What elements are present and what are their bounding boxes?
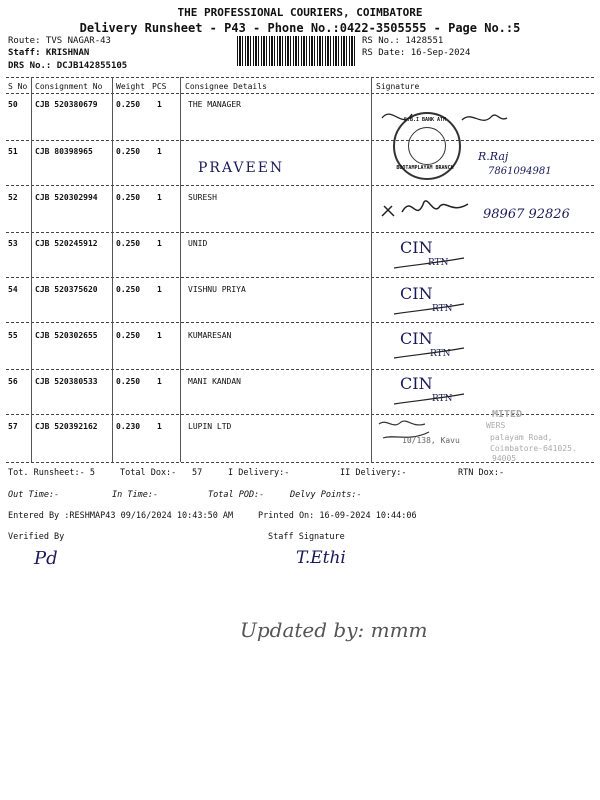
row-sno: 54 xyxy=(8,285,18,294)
rtn-mark: RTN xyxy=(432,304,453,314)
verified-signature: Pd xyxy=(34,548,58,569)
i-delivery: I Delivery:- xyxy=(228,468,290,478)
total-dox-label: Total Dox:- xyxy=(120,468,177,478)
row-weight: 0.250 xyxy=(116,285,141,294)
row-weight: 0.250 xyxy=(116,193,141,202)
drs-number: DRS No.: DCJB142855105 xyxy=(8,61,128,71)
return-strokes xyxy=(372,234,482,414)
out-time: Out Time:- xyxy=(8,490,60,500)
row-consignee: VISHNU PRIYA xyxy=(188,285,246,294)
row-weight: 0.250 xyxy=(116,239,141,248)
cin-mark: CIN xyxy=(400,284,433,303)
row-sno: 53 xyxy=(8,239,18,248)
staff-signature: T.Ethi xyxy=(296,548,346,568)
cin-mark: CIN xyxy=(400,374,433,393)
row-consignee: THE MANAGER xyxy=(188,100,241,109)
signature-52 xyxy=(372,188,492,232)
row-weight: 0.250 xyxy=(116,100,141,109)
rs-date: RS Date: 16-Sep-2024 xyxy=(362,48,471,58)
row-consignee: SURESH xyxy=(188,193,217,202)
company-title: THE PROFESSIONAL COURIERS, COIMBATORE xyxy=(177,6,423,19)
col-pcs: PCS xyxy=(152,82,167,91)
row-pcs: 1 xyxy=(157,147,162,156)
barcode xyxy=(237,36,357,66)
row-consignment: CJB 520380533 xyxy=(35,377,98,386)
tot-runsheet: Tot. Runsheet:- 5 xyxy=(8,468,95,478)
row-consignment: CJB 520245912 xyxy=(35,239,98,248)
handwritten-name: PRAVEEN xyxy=(198,160,285,176)
row-consignment: CJB 520392162 xyxy=(35,422,98,431)
handwritten-phone-2: 98967 92826 xyxy=(483,207,570,222)
row-weight: 0.250 xyxy=(116,147,141,156)
cin-mark: CIN xyxy=(400,329,433,348)
row-sno: 57 xyxy=(8,422,18,431)
faint-stamp-line5: Coimbatore-641025. xyxy=(490,444,577,453)
row-consignment: CJB 520380679 xyxy=(35,100,98,109)
staff-label: Staff: KRISHNAN xyxy=(8,48,90,58)
row-consignee: UNID xyxy=(188,239,208,248)
verified-by: Verified By xyxy=(8,532,65,542)
signature-scribble-50 xyxy=(372,100,594,190)
row-sno: 51 xyxy=(8,147,18,156)
row-weight: 0.230 xyxy=(116,422,141,431)
row-consignment: CJB 520375620 xyxy=(35,285,98,294)
faint-stamp-line2: WERS xyxy=(486,421,506,430)
row-pcs: 1 xyxy=(157,377,162,386)
faint-stamp-line3: 10/138, Kavu xyxy=(402,436,460,445)
col-consignment: Consignment No xyxy=(35,82,103,91)
stamp-top-text: S.B.I BANK ATM xyxy=(403,117,447,123)
faint-stamp-line6: 94005 xyxy=(492,454,517,463)
handwritten-phone-1: 7861094981 xyxy=(488,166,552,177)
rtn-mark: RTN xyxy=(432,394,453,404)
updated-by-note: Updated by: mmm xyxy=(240,618,428,642)
row-sno: 52 xyxy=(8,193,18,202)
printed-on: Printed On: 16-09-2024 10:44:06 xyxy=(258,511,417,521)
rs-number: RS No.: 1428551 xyxy=(362,36,444,46)
row-pcs: 1 xyxy=(157,285,162,294)
runsheet-subtitle: Delivery Runsheet - P43 - Phone No.:0422-3505555 - Page No.:5 xyxy=(79,21,521,35)
row-consignee: LUPIN LTD xyxy=(188,422,232,431)
rtn-mark: RTN xyxy=(428,258,449,268)
staff-signature-label: Staff Signature xyxy=(268,532,345,542)
entered-by: Entered By :RESHMAP43 09/16/2024 10:43:50 AM xyxy=(8,511,234,521)
row-consignee: KUMARESAN xyxy=(188,331,232,340)
faint-stamp-line4: palayam Road, xyxy=(490,433,553,442)
col-signature: Signature xyxy=(376,82,420,91)
col-sno: S No xyxy=(8,82,28,91)
row-sno: 55 xyxy=(8,331,18,340)
total-dox-value: 57 xyxy=(192,468,203,478)
row-consignment: CJB 80398965 xyxy=(35,147,93,156)
row-weight: 0.250 xyxy=(116,377,141,386)
row-pcs: 1 xyxy=(157,422,162,431)
col-weight: Weight xyxy=(116,82,145,91)
route-label: Route: TVS NAGAR-43 xyxy=(8,36,111,46)
rtn-mark: RTN xyxy=(430,349,451,359)
row-consignee: MANI KANDAN xyxy=(188,377,241,386)
row-weight: 0.250 xyxy=(116,331,141,340)
row-consignment: CJB 520302994 xyxy=(35,193,98,202)
row-pcs: 1 xyxy=(157,239,162,248)
row-pcs: 1 xyxy=(157,100,162,109)
rtn-dox: RTN Dox:- xyxy=(458,468,505,478)
row-consignment: CJB 520302655 xyxy=(35,331,98,340)
stamp-bottom-text: BOOTAMPLAYAM BRANCH xyxy=(396,165,454,171)
in-time: In Time:- xyxy=(112,490,159,500)
ii-delivery: II Delivery:- xyxy=(340,468,407,478)
handwritten-initials: R.Raj xyxy=(478,150,509,163)
faint-stamp-line1: MITED xyxy=(492,409,523,420)
total-pod: Total POD:- xyxy=(208,490,265,500)
row-sno: 50 xyxy=(8,100,18,109)
row-pcs: 1 xyxy=(157,331,162,340)
cin-mark: CIN xyxy=(400,238,433,257)
col-consignee: Consignee Details xyxy=(185,82,267,91)
row-pcs: 1 xyxy=(157,193,162,202)
row-sno: 56 xyxy=(8,377,18,386)
delvy-points: Delvy Points:- xyxy=(290,490,362,500)
